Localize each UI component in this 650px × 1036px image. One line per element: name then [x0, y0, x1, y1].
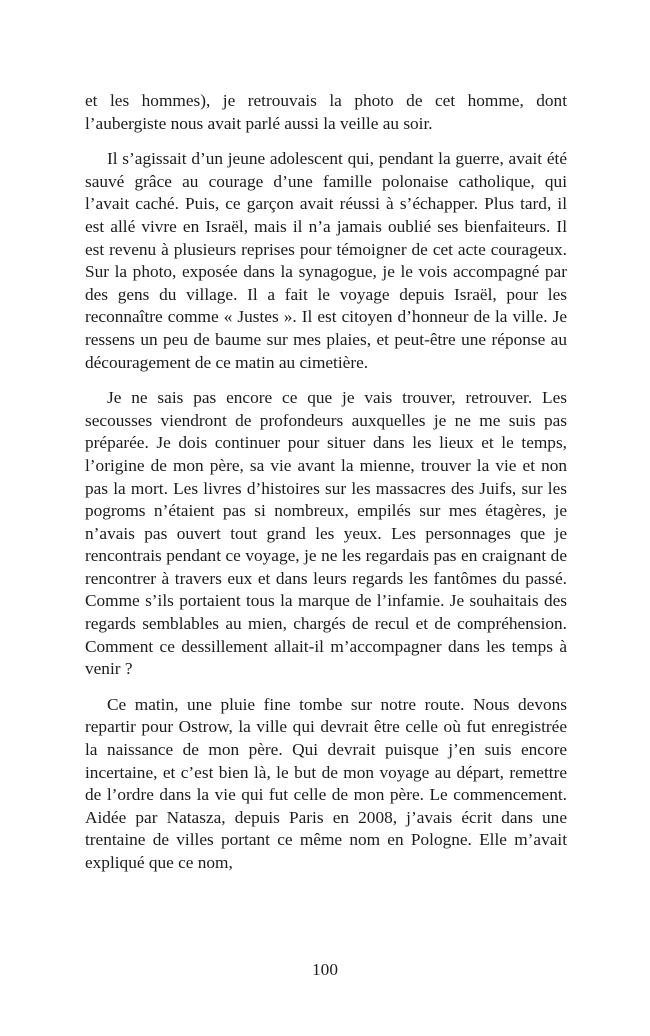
paragraph: Je ne sais pas encore ce que je vais trouver, retrouver. Les secousses viendront de profondeurs auxquelles je ne me suis pas préparée. Je dois continuer pour situer dans les lieux et le temps, l’origine de mon père, sa vie avant la mienne, trouver la vie et non pas la mort. Les livres d’histoires sur les massacres des Juifs, sur les pogroms n’étaient pas si nombreux, empilés sur mes étagères, je n’avais pas ouvert tout grand les yeux. Les personnages que je rencontrais pendant ce voyage, je ne les regardais pas en craignant de rencontrer à travers eux et dans leurs regards les fantômes du passé. Comme s’ils portaient tous la marque de l’infamie. Je souhaitais des regards semblables au mien, chargés de recul et de compréhension. Comment ce dessillement allait-il m’accompagner dans les temps à venir ? — [85, 388, 567, 679]
page-number: 100 — [312, 960, 338, 979]
paragraph-continued: et les hommes), je retrouvais la photo de cet homme, dont l’aubergiste nous avait parlé aussi la veille au soir. — [85, 91, 567, 133]
paragraph: Ce matin, une pluie fine tombe sur notre route. Nous devons repartir pour Ostrow, la ville qui devrait être celle où fut enregistrée la naissance de mon père. Qui devrait puisque j’en suis encore incertaine, et c’est bien là, le but de mon voyage au départ, remettre de l’ordre dans la vie qui fut celle de mon père. Le commencement. Aidée par Natasza, depuis Paris en 2008, j’avais écrit dans une trentaine de villes portant ce même nom en Pologne. Elle m’avait expliqué que ce nom, — [85, 694, 567, 872]
page-body — [85, 90, 567, 888]
paragraph: Il s’agissait d’un jeune adolescent qui, pendant la guerre, avait été sauvé grâce au courage d’une famille polonaise catholique, qui l’avait caché. Puis, ce garçon avait réussi à s’échapper. Plus tard, il est allé vivre en Israël, mais il n’a jamais oublié ses bienfaiteurs. Il est revenu à plusieurs reprises pour témoigner de cet acte courageux. Sur la photo, exposée dans la synagogue, je le vois accompagné par des gens du village. Il a fait le voyage depuis Israël, pour les reconnaître comme « Justes ». Il est citoyen d’honneur de la ville. Je ressens un peu de baume sur mes plaies, et peut-être une réponse au découragement de ce matin au cimetière. — [85, 149, 567, 372]
